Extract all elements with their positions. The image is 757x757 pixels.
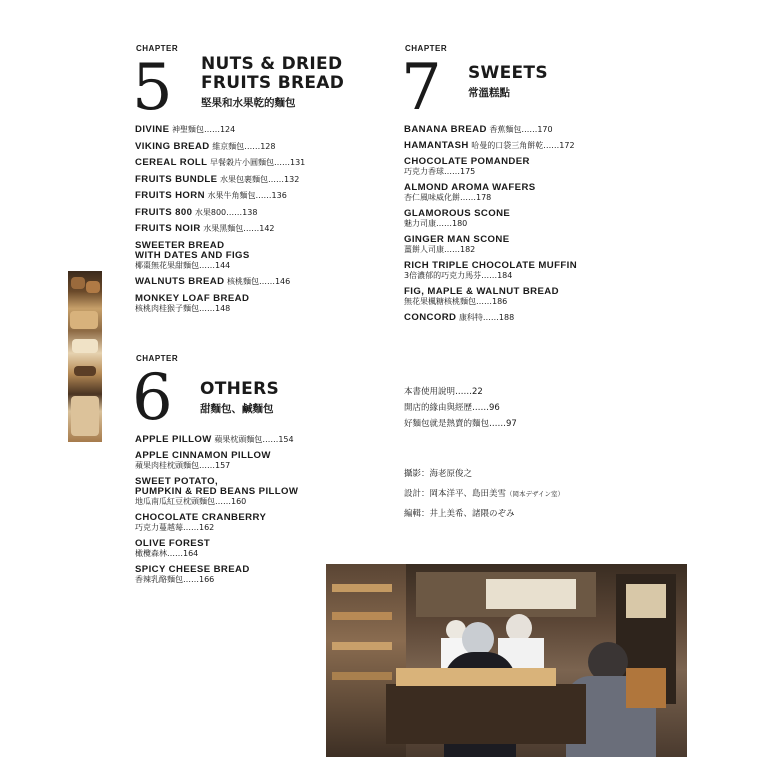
chapter-6-list (135, 435, 385, 585)
chapter-5-label: CHAPTER (136, 44, 179, 53)
chapter-7-label: CHAPTER (405, 44, 448, 53)
toc-entry[interactable]: APPLE PILLOW 蘋果枕頭麵包……154 (135, 434, 294, 445)
toc-entry[interactable]: SPICY CHEESE BREAD 香辣乳酪麵包……166 (135, 564, 250, 584)
chapter-7-number: 7 (401, 51, 442, 125)
chapter-6-label: CHAPTER (136, 354, 179, 363)
toc-entry[interactable]: HAMANTASH 哈曼的口袋三角餅乾……172 (404, 140, 575, 151)
misc-entry[interactable]: 開店的緣由與經歷……96 (404, 403, 500, 413)
toc-entry[interactable]: CHOCOLATE CRANBERRY 巧克力蔓越莓……162 (135, 512, 267, 532)
toc-entry[interactable]: MONKEY LOAF BREAD 核桃肉桂猴子麵包……148 (135, 292, 250, 313)
chapter-7-title: SWEETS (468, 63, 548, 83)
bakery-photo (326, 564, 687, 757)
misc-list (404, 387, 517, 430)
toc-entry[interactable]: CHOCOLATE POMANDER 巧克力香球……175 (404, 156, 530, 176)
chapter-5-list (135, 125, 385, 314)
chapter-6-title: OTHERS (200, 379, 280, 399)
toc-entry[interactable]: BANANA BREAD 香蕉麵包……170 (404, 124, 553, 135)
credit-edit: 編輯：井上美希、諸隈のぞみ (404, 509, 515, 519)
credits (404, 469, 564, 520)
toc-entry[interactable]: GLAMOROUS SCONE 魅力司康……180 (404, 208, 511, 228)
chapter-6-subtitle: 甜麵包、鹹麵包 (200, 403, 274, 415)
toc-entry[interactable]: GINGER MAN SCONE 薑餅人司康……182 (404, 234, 510, 254)
toc-entry[interactable]: FRUITS 800 水果800……138 (135, 206, 258, 218)
toc-entry[interactable]: WALNUTS BREAD 核桃麵包……146 (135, 276, 291, 287)
toc-entry[interactable]: FIG, MAPLE & WALNUT BREAD 無花果楓糖核桃麵包……186 (404, 286, 559, 306)
toc-entry[interactable]: FRUITS HORN 水果牛角麵包……136 (135, 190, 287, 201)
chapter-5-title-line2: FRUITS BREAD (201, 73, 345, 93)
credit-design: 設計：岡本洋平、島田美雪（岡本デザイン室） (404, 489, 565, 499)
toc-entry[interactable]: FRUITS BUNDLE 水果包裹麵包……132 (135, 173, 300, 185)
misc-entry[interactable]: 好麵包就是熱賣的麵包……97 (404, 419, 517, 429)
toc-entry[interactable]: DIVINE 神聖麵包……124 (135, 124, 236, 135)
chapter-5-subtitle: 堅果和水果乾的麵包 (201, 97, 296, 109)
misc-entry[interactable]: 本書使用說明……22 (404, 387, 483, 397)
credit-photo: 攝影：海老原俊之 (404, 469, 473, 479)
bread-photo (68, 271, 102, 442)
toc-entry[interactable]: OLIVE FOREST 橄欖森林……164 (135, 538, 211, 558)
chapter-7-subtitle: 常溫糕點 (468, 87, 510, 99)
chapter-6-number: 6 (132, 361, 173, 435)
chapter-5-title-line1: NUTS & DRIED (201, 54, 343, 74)
toc-entry[interactable]: CEREAL ROLL 早餐穀片小圓麵包……131 (135, 157, 306, 168)
toc-entry[interactable]: RICH TRIPLE CHOCOLATE MUFFIN 3倍濃郁的巧克力馬芬……184 (404, 260, 578, 280)
chapter-5-number: 5 (132, 51, 173, 125)
toc-entry[interactable]: SWEET POTATO, PUMPKIN & RED BEANS PILLOW 地瓜南瓜紅豆枕頭麵包……160 (135, 476, 299, 506)
toc-entry[interactable]: SWEETER BREAD WITH DATES AND FIGS 椰棗無花果甜麵包……144 (135, 239, 250, 270)
toc-entry[interactable]: FRUITS NOIR 水果黑麵包……142 (135, 223, 275, 234)
chapter-7-list (404, 125, 694, 323)
toc-entry[interactable]: ALMOND AROMA WAFERS 杏仁風味威化餅……178 (404, 182, 536, 202)
toc-entry[interactable]: VIKING BREAD 維京麵包……128 (135, 140, 276, 152)
toc-entry[interactable]: APPLE CINNAMON PILLOW 蘋果肉桂枕頭麵包……157 (135, 450, 271, 470)
toc-entry[interactable]: CONCORD 康科特……188 (404, 312, 515, 323)
